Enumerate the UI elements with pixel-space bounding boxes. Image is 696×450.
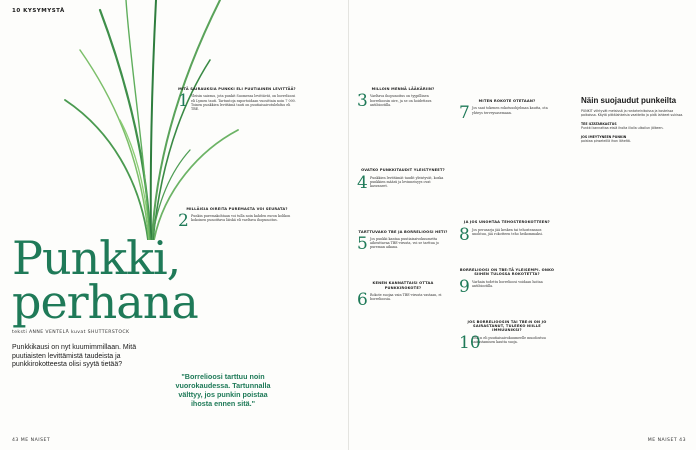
- question-9-number: 9: [459, 276, 470, 297]
- question-8-heading: JA JOS UNOHTAA TEHOSTEROKOTTEEN?: [464, 220, 550, 225]
- left-column: [178, 84, 296, 232]
- right-folio: ME NAISET 43: [647, 438, 686, 443]
- answer-2-text: Punkin puremakohtaan voi tulla noin kahden euron kolikon kokoinen punoittava läiskä eli vaeltava ihopunoitus.: [191, 214, 291, 223]
- question-10-heading: JOS BORRELIOOSIN TAI TBE:N ON JO SAIRASTANUT, TULEEKO NIILLE IMMUUNIKSI?: [467, 319, 547, 333]
- answer-9-text: Varhain todettu borrelioosi voidaan hoitaa antibiootilla.: [472, 279, 543, 288]
- answer-8-text: Jos perusarja jää kesken tai tehosteannos unohtuu, jää rokotteen teho heikommaksi.: [472, 227, 543, 236]
- sidebar-text-3: poistaa pinseteillä ihon läheltä.: [581, 139, 631, 143]
- answer-10-text: TBE:n eli puutiaisaivokuumeelle muodostuu sairastamisen kautta suoja.: [472, 335, 546, 344]
- sidebar-text: PUNKIT viihtyvät metsissä ja rantaheinikoissa ja kosteissa paikoissa. Käytä pitkälahkeisia vaatteita ja pidä lahkeet sukissa.: [581, 109, 684, 117]
- answer-1: [178, 91, 296, 112]
- answer-7-text: Jos saat tokenen rokotusohjelman kautta, ota yhteys terveysasemaan.: [472, 106, 548, 115]
- sidebar: [581, 96, 687, 143]
- answer-6: [357, 290, 449, 311]
- answer-5: [357, 234, 449, 255]
- question-4-heading: OVATKO PUNKKITAUDIT YLEISTYNEET?: [361, 168, 445, 173]
- answer-9: [459, 276, 555, 297]
- question-10-number: 10: [459, 332, 481, 353]
- question-4-number: 4: [357, 172, 368, 193]
- answer-5-text: Jos punkki kantaa puutiaisaivokuumetta aiheuttavaa TBE-virusta, voi se tarttua jo pureman aikana.: [370, 237, 439, 250]
- right-column-b: [459, 96, 555, 353]
- answer-7: [459, 103, 555, 124]
- sidebar-title: Näin suojaudut punkeilta: [581, 96, 677, 105]
- sidebar-label-3: JOS IMEYTYNEEN PUNKIN: [581, 135, 627, 139]
- title-line-1: Punkki,: [12, 231, 181, 285]
- article-title: [12, 231, 198, 329]
- title-line-2: perhana: [12, 275, 198, 329]
- right-page: [348, 0, 696, 450]
- section-tag: 10 KYSYMYSTÄ: [12, 8, 65, 14]
- question-9-heading: BORRELIOOSI ON TBE:TÄ YLEISEMPI. ONKO SIIHEN TULOSSA ROKOTETTA?: [459, 267, 555, 277]
- answer-3-text: Vaeltava ihopunoitus on tyypillinen borrelioosin oire, ja se on hoidettava antibiootilla.: [370, 94, 432, 107]
- pull-quote: "Borrelioosi tarttuu noin vuorokaudessa. Tartunnalla välttyy, jos punkin poistaa ihosta ennen sitä.": [175, 372, 271, 408]
- question-3-number: 3: [357, 91, 368, 112]
- sidebar-label-2: TEE ILTATARKASTUS: [581, 122, 617, 126]
- question-1-heading: MITÄ SAIRAUKSIA PUNKKI ELI PUUTIAINEN LEVITTÄÄ?: [178, 87, 296, 91]
- left-folio: 43 ME NAISET: [12, 438, 51, 443]
- right-column-a: [357, 84, 449, 311]
- answer-3: [357, 91, 449, 112]
- answer-2: [178, 211, 296, 232]
- sidebar-text-2: Punkki kannattaa etsiä iholta illalla ulkoilun jälkeen.: [581, 126, 664, 130]
- question-8-number: 8: [459, 224, 470, 245]
- answer-10: [459, 332, 555, 353]
- answer-1-text: Yleisin sairaus, jota punkit Suomessa levittävät, on borrelioosi eli Lymen tauti. Tartuntoja raportoidaan vuosittain noin 7 000. Toinen punkkien levittämä tauti on puutiaisaivotulehdus eli TBE.: [191, 94, 296, 111]
- lead-paragraph: Punkkikausi on nyt kuumimmillaan. Mitä puutiaisten levittämistä taudeista ja punkkirokotteesta olisi syytä tietää?: [12, 344, 137, 369]
- question-5-number: 5: [357, 234, 368, 255]
- answer-6-text: Rokote suojaa vain TBE-virusta vastaan, ei borrelioosia.: [370, 293, 442, 302]
- answer-4-text: Punkkien levittämät taudit yleistyvät, koska punkkien määrä ja levinneisyys ovat kasvaneet.: [370, 175, 444, 188]
- question-6-number: 6: [357, 290, 368, 311]
- question-1-number: 1: [178, 91, 189, 112]
- answer-8: [459, 224, 555, 245]
- question-2-heading: MILLÄISIA OIREITA PUREMASTA VOI SEURATA?: [186, 206, 288, 211]
- byline: teksti ANNE VENTELÄ kuvat SHUTTERSTOCK: [12, 330, 130, 335]
- question-5-heading: TARTTUVAKO TBE JA BORRELIOOSI HETI?: [358, 229, 448, 234]
- question-7-number: 7: [459, 103, 470, 124]
- question-2-number: 2: [178, 211, 189, 232]
- answer-4: [357, 172, 449, 193]
- question-3-heading: MILLOIN MENNÄ LÄÄKÄRIIN?: [371, 87, 435, 91]
- question-6-heading: KENEN KANNATTAISI OTTAA PUNKKIROKOTE?: [372, 281, 434, 290]
- question-7-heading: MITEN ROKOTE OTETAAN?: [478, 99, 536, 103]
